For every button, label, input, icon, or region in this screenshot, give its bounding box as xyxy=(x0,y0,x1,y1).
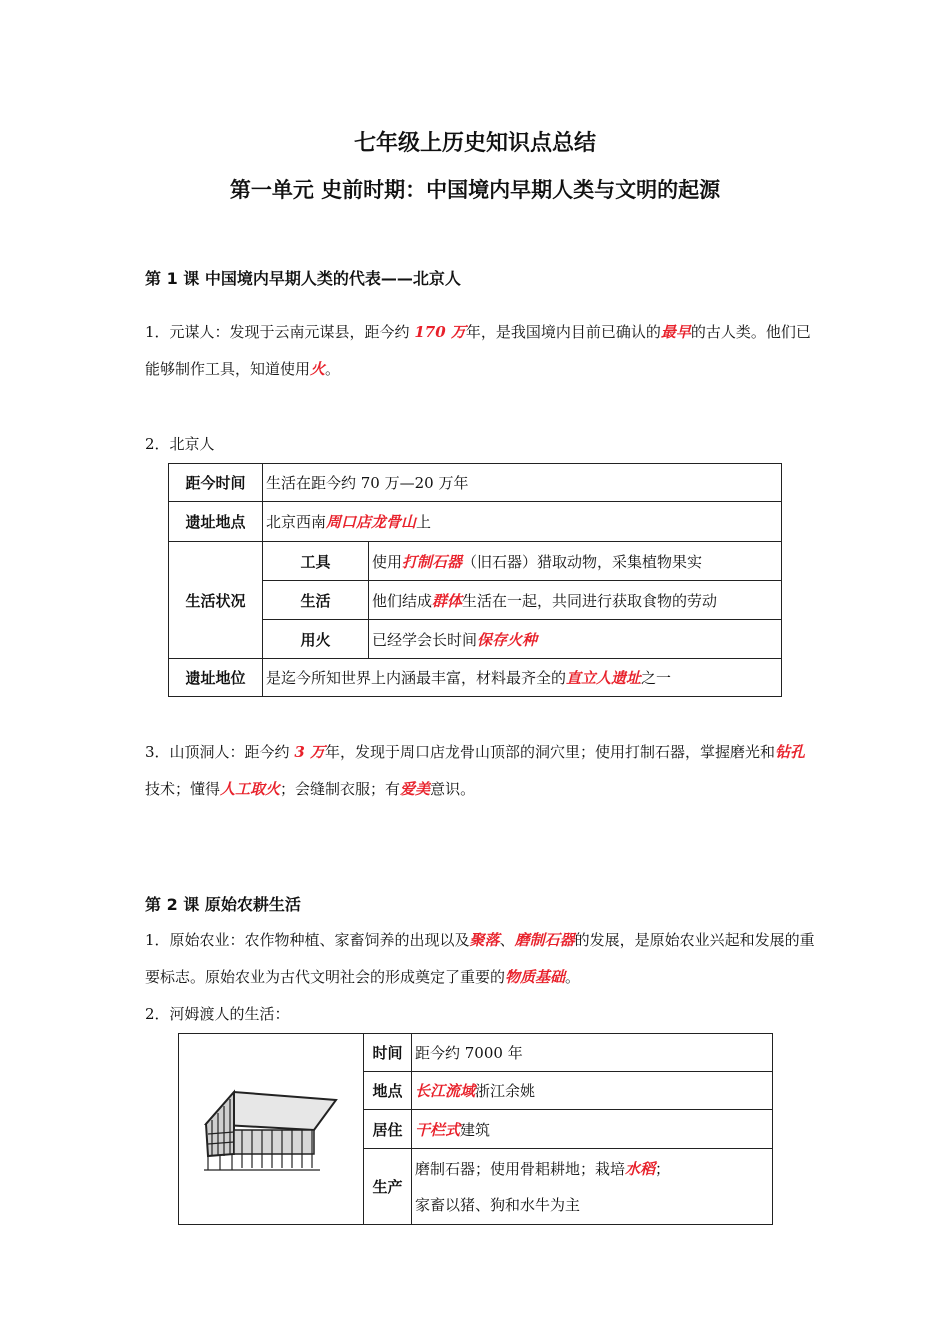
lesson1-paragraph-1 xyxy=(145,314,815,388)
text-run: ；会缝制衣服；有 xyxy=(280,780,401,798)
table-row xyxy=(169,464,782,502)
table-label: 地点 xyxy=(364,1072,412,1110)
text-run: 年，是我国境内目前已确认的 xyxy=(465,323,661,341)
highlight-text: 3 万 xyxy=(294,743,325,761)
table-row xyxy=(169,542,782,581)
table-label: 居住 xyxy=(364,1110,412,1149)
lesson2-paragraph-2: 2．河姆渡人的生活： xyxy=(145,1005,290,1023)
highlight-text: 打制石器 xyxy=(402,552,463,571)
table-label: 生产 xyxy=(364,1149,412,1225)
highlight-text: 聚落 xyxy=(469,931,500,949)
hut-image-cell xyxy=(179,1034,364,1225)
table-cell xyxy=(369,542,782,581)
highlight-text: 群体 xyxy=(432,591,463,610)
table-cell xyxy=(412,1149,773,1225)
text-run: 。 xyxy=(565,968,581,986)
table-cell: 生活在距今约 70 万—20 万年 xyxy=(263,464,782,502)
table-cell xyxy=(412,1110,773,1149)
highlight-text: 火 xyxy=(310,360,326,378)
highlight-text: 水稻 xyxy=(625,1159,656,1178)
stilt-house-icon xyxy=(196,1084,346,1174)
highlight-text: 周口店龙骨山 xyxy=(326,513,417,531)
table-row xyxy=(179,1034,773,1072)
text-run: 3．山顶洞人：距今约 xyxy=(145,743,295,761)
lesson1-paragraph-2: 2．北京人 xyxy=(145,435,215,453)
lesson2-paragraph-1 xyxy=(145,922,815,996)
highlight-text: 干栏式 xyxy=(415,1120,461,1139)
table-row xyxy=(169,502,782,542)
table-cell xyxy=(369,620,782,659)
table-cell xyxy=(263,659,782,697)
table-cell: 距今约 7000 年 xyxy=(412,1034,773,1072)
lesson1-paragraph-3 xyxy=(145,734,815,808)
hemudu-table xyxy=(178,1033,773,1225)
highlight-text: 人工取火 xyxy=(220,780,281,798)
table-label: 距今时间 xyxy=(169,464,263,502)
table-sublabel: 生活 xyxy=(263,581,369,620)
text-run: 。 xyxy=(325,360,341,378)
text-run: 上 xyxy=(416,513,432,531)
table-label: 遗址地位 xyxy=(169,659,263,697)
table-label: 遗址地点 xyxy=(169,502,263,542)
text-run: 是迄今所知世界上内涵最丰富，材料最齐全的 xyxy=(266,669,567,687)
text-run: 之一 xyxy=(641,669,672,687)
text-run: ； xyxy=(655,1159,671,1178)
unit-title: 第一单元 史前时期：中国境内早期人类与文明的起源 xyxy=(229,178,721,202)
table-label: 时间 xyxy=(364,1034,412,1072)
text-run: 的发展，是原始农业兴起和发展的重要标志。原始农业为古代文明社会的形成奠定了重要的 xyxy=(145,931,815,986)
text-run: 意识。 xyxy=(430,780,476,798)
highlight-text: 170 万 xyxy=(414,323,466,341)
text-run: 、 xyxy=(499,931,515,949)
text-run: 的古人类。他们已能够制作工具，知道使用 xyxy=(145,323,811,378)
highlight-text: 磨制石器 xyxy=(514,931,575,949)
text-run: 使用 xyxy=(372,552,403,571)
text-run: 建筑 xyxy=(460,1120,491,1139)
lesson1-title: 第 1 课 中国境内早期人类的代表——北京人 xyxy=(145,269,461,288)
table-cell xyxy=(369,581,782,620)
highlight-text: 最早 xyxy=(660,323,691,341)
text-run: 他们结成 xyxy=(372,591,433,610)
table-cell xyxy=(263,502,782,542)
table-label: 生活状况 xyxy=(169,542,263,659)
text-run: 生活在一起，共同进行获取食物的劳动 xyxy=(462,591,718,610)
text-run: 已经学会长时间 xyxy=(372,630,478,649)
text-run: 1．原始农业：农作物种植、家畜饲养的出现以及 xyxy=(145,931,470,949)
highlight-text: 直立人遗址 xyxy=(566,669,642,687)
table-sublabel: 用火 xyxy=(263,620,369,659)
text-run: 北京西南 xyxy=(266,513,327,531)
text-run: （旧石器）猎取动物，采集植物果实 xyxy=(462,552,703,571)
text-run: 技术；懂得 xyxy=(145,780,221,798)
text-run: 家畜以猪、狗和水牛为主 xyxy=(415,1195,581,1214)
lesson2-title: 第 2 课 原始农耕生活 xyxy=(145,895,301,914)
highlight-text: 保存火种 xyxy=(477,630,538,649)
text-run: 浙江余姚 xyxy=(475,1082,536,1100)
table-sublabel: 工具 xyxy=(263,542,369,581)
peking-man-table xyxy=(168,463,782,697)
text-run: 1．元谋人：发现于云南元谋县，距今约 xyxy=(145,323,415,341)
text-run: 磨制石器；使用骨耜耕地；栽培 xyxy=(415,1159,626,1178)
text-run: 年，发现于周口店龙骨山顶部的洞穴里；使用打制石器，掌握磨光和 xyxy=(324,743,775,761)
highlight-text: 爱美 xyxy=(400,780,431,798)
document-title: 七年级上历史知识点总结 xyxy=(353,131,596,156)
table-row xyxy=(169,659,782,697)
highlight-text: 长江流域 xyxy=(415,1082,476,1100)
highlight-text: 物质基础 xyxy=(505,968,566,986)
table-cell xyxy=(412,1072,773,1110)
highlight-text: 钻孔 xyxy=(775,743,806,761)
